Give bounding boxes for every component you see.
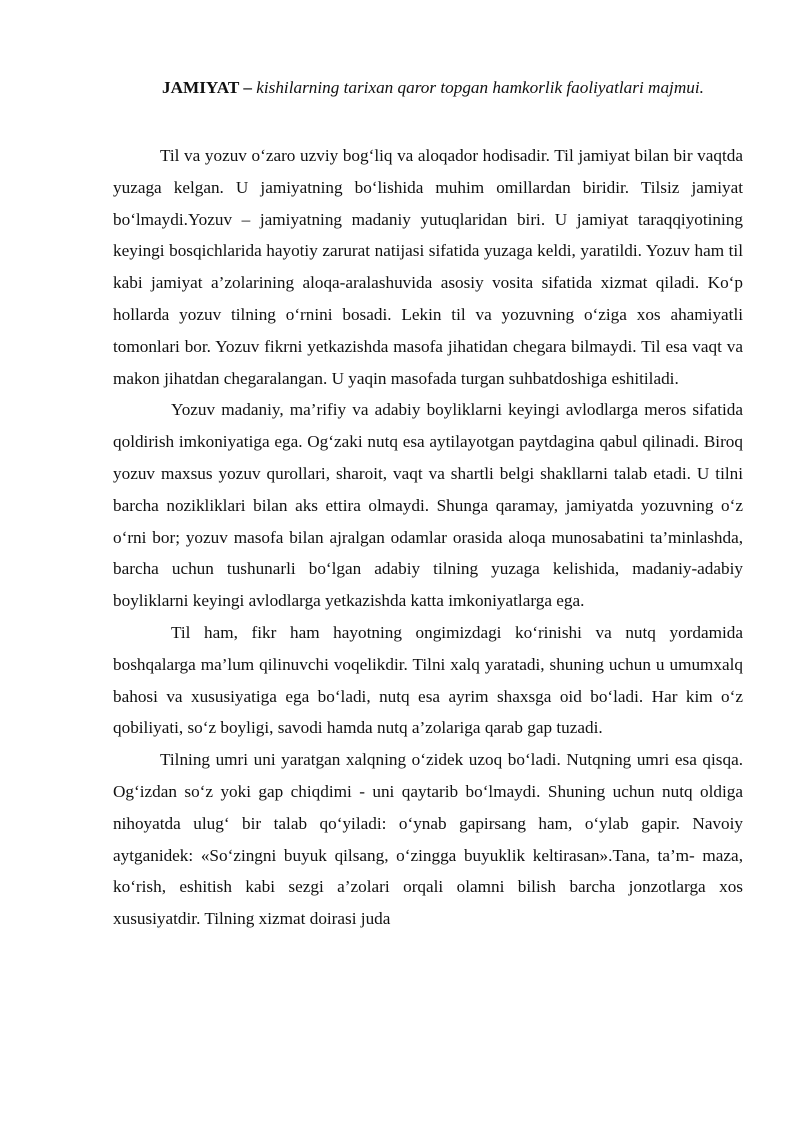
definition-gloss: kishilarning tarixan qaror topgan hamkorlik faoliyatlari majmui. bbox=[256, 78, 704, 97]
body-text bbox=[113, 140, 743, 935]
definition-term: JAMIYAT – bbox=[162, 78, 252, 97]
paragraph-life-of-language: Tilning umri uni yaratgan xalqning o‘zidek uzoq bo‘ladi. Nutqning umri esa qisqa. Og‘izdan so‘z yoki gap chiqdimi - uni qaytarib bo‘lmaydi. Shuning uchun nutq oldiga nihoyatda ulug‘ bir talab qo‘yiladi: o‘ynab gapirsang ham, o‘ylab gapir. Navoiy aytganidek: «So‘zingni buyuk qilsang, o‘zingga buyuklik keltirasan».Tana, ta’m- maza, ko‘rish, eshitish kabi sezgi a’zolari orqali olamni bilish barcha jonzotlarga xos xususiyatdir. Tilning xizmat doirasi juda bbox=[113, 750, 743, 929]
paragraph-language-and-thought: Til ham, fikr ham hayotning ongimizdagi ko‘rinishi va nutq yordamida boshqalarga ma’lum qilinuvchi voqelikdir. Tilni xalq yaratadi, shuning uchun u umumxalq bahosi va xususiyatiga ega bo‘ladi, nutq esa ayrim shaxsga oid bo‘ladi. Har kim o‘z qobiliyati, so‘z boyligi, savodi hamda nutq a’zolariga qarab gap tuzadi. bbox=[113, 622, 743, 738]
paragraph-language-and-writing: Til va yozuv o‘zaro uzviy bog‘liq va aloqador hodisadir. Til jamiyat bilan bir vaqtda yuzaga kelgan. U jamiyatning bo‘lishida muhim omillardan biridir. Tilsiz jamiyat bo‘lmaydi.Yozuv – jamiyatning madaniy yutuqlaridan biri. U jamiyat taraqqiyotining keyingi bosqichlarida hayotiy zarurat natijasi sifatida yuzaga keldi, yaratildi. Yozuv ham til kabi jamiyat a’zolarining aloqa-aralashuvida asosiy vosita sifatida xizmat qiladi. Ko‘p hollarda yozuv tilning o‘rnini bosadi. Lekin til va yozuvning o‘ziga xos ahamiyatli tomonlari bor. Yozuv fikrni yetkazishda masofa jihatidan chegara bilmaydi. Til esa vaqt va makon jihatdan chegaralangan. U yaqin masofada turgan suhbatdoshiga eshitiladi. bbox=[113, 146, 743, 388]
definition-line bbox=[162, 76, 782, 100]
paragraph-writing-heritage: Yozuv madaniy, ma’rifiy va adabiy boyliklarni keyingi avlodlarga meros sifatida qoldirish imkoniyatiga ega. Og‘zaki nutq esa aytilayotgan paytdagina qabul qilinadi. Biroq yozuv maxsus yozuv qurollari, sharoit, vaqt va shartli belgi shakllarni talab etadi. U tilni barcha nozikliklari bilan aks ettira olmaydi. Shunga qaramay, jamiyatda yozuvning o‘z o‘rni bor; yozuv masofa bilan ajralgan odamlar orasida aloqa munosabatini ta’minlashda, barcha uchun tushunarli bo‘lgan adabiy tilning yuzaga kelishida, madaniy-adabiy boyliklarni keyingi avlodlarga yetkazishda katta imkoniyatlarga ega. bbox=[113, 400, 743, 611]
